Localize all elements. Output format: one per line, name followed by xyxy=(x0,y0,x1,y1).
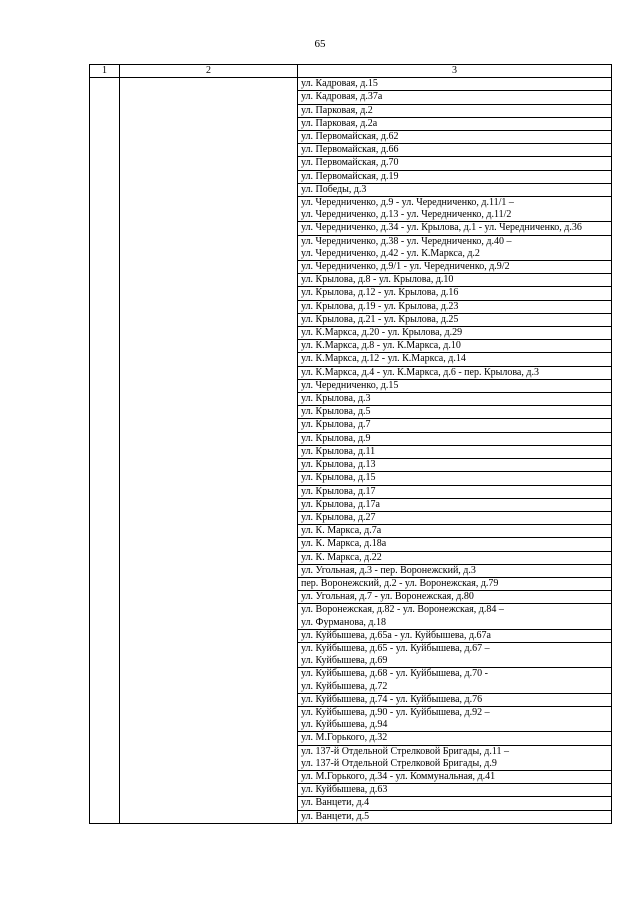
column-2-cell xyxy=(120,379,298,392)
address-cell: ул. Крылова, д.9 xyxy=(298,432,612,445)
column-1-cell xyxy=(90,706,120,731)
address-cell: ул. Кадровая, д.37а xyxy=(298,91,612,104)
address-cell: ул. Победы, д.3 xyxy=(298,183,612,196)
column-2-cell xyxy=(120,104,298,117)
column-2-cell xyxy=(120,770,298,783)
table-row xyxy=(90,538,612,551)
column-2-cell xyxy=(120,393,298,406)
column-2-cell xyxy=(120,419,298,432)
address-table xyxy=(89,64,612,824)
address-cell: ул. Крылова, д.19 - ул. Крылова, д.23 xyxy=(298,300,612,313)
address-cell: ул. Куйбышева, д.68 - ул. Куйбышева, д.70 - ул. Куйбышева, д.72 xyxy=(298,668,612,693)
address-cell: ул. Крылова, д.15 xyxy=(298,472,612,485)
table-row xyxy=(90,511,612,524)
column-1-cell xyxy=(90,131,120,144)
column-2-cell xyxy=(120,445,298,458)
table-row xyxy=(90,366,612,379)
column-2-cell xyxy=(120,300,298,313)
address-cell: ул. Первомайская, д.70 xyxy=(298,157,612,170)
column-2-cell xyxy=(120,353,298,366)
table-row xyxy=(90,472,612,485)
column-1-cell xyxy=(90,144,120,157)
table-row xyxy=(90,745,612,770)
column-1-cell xyxy=(90,393,120,406)
column-2-cell xyxy=(120,274,298,287)
address-cell: ул. Крылова, д.12 - ул. Крылова, д.16 xyxy=(298,287,612,300)
address-cell: ул. Крылова, д.13 xyxy=(298,459,612,472)
table-row xyxy=(90,406,612,419)
column-2-cell xyxy=(120,197,298,222)
address-cell: ул. Куйбышева, д.65 - ул. Куйбышева, д.67 – ул. Куйбышева, д.69 xyxy=(298,642,612,667)
column-1-cell xyxy=(90,261,120,274)
column-1-cell xyxy=(90,327,120,340)
table-row xyxy=(90,235,612,260)
column-2-cell xyxy=(120,629,298,642)
column-1-cell xyxy=(90,235,120,260)
table-row xyxy=(90,564,612,577)
column-1-cell xyxy=(90,564,120,577)
column-2-cell xyxy=(120,693,298,706)
table-row xyxy=(90,591,612,604)
table-row xyxy=(90,784,612,797)
address-cell: ул. М.Горького, д.34 - ул. Коммунальная, д.41 xyxy=(298,770,612,783)
table-row xyxy=(90,706,612,731)
table-header xyxy=(90,65,612,78)
table-row xyxy=(90,91,612,104)
table-row xyxy=(90,393,612,406)
column-2-cell xyxy=(120,745,298,770)
address-cell: ул. Парковая, д.2 xyxy=(298,104,612,117)
column-2-cell xyxy=(120,642,298,667)
column-2-cell xyxy=(120,459,298,472)
table-row xyxy=(90,183,612,196)
column-2-cell xyxy=(120,157,298,170)
table-row xyxy=(90,732,612,745)
column-1-cell xyxy=(90,797,120,810)
table-row xyxy=(90,810,612,823)
table-row xyxy=(90,274,612,287)
page-number: 65 xyxy=(314,38,326,50)
column-1-cell xyxy=(90,445,120,458)
column-2-cell xyxy=(120,511,298,524)
column-1-cell xyxy=(90,222,120,235)
column-2-cell xyxy=(120,668,298,693)
column-2-cell xyxy=(120,564,298,577)
column-2-cell xyxy=(120,551,298,564)
column-1-cell xyxy=(90,274,120,287)
table-row xyxy=(90,353,612,366)
column-2-cell xyxy=(120,144,298,157)
column-1-cell xyxy=(90,591,120,604)
column-1-cell xyxy=(90,784,120,797)
table-row xyxy=(90,445,612,458)
address-cell: ул. Кадровая, д.15 xyxy=(298,78,612,91)
column-1-cell xyxy=(90,104,120,117)
address-cell: ул. Чередниченко, д.34 - ул. Крылова, д.1 - ул. Чередниченко, д.36 xyxy=(298,222,612,235)
table-row xyxy=(90,327,612,340)
table-row xyxy=(90,379,612,392)
column-1-cell xyxy=(90,379,120,392)
address-cell: ул. Крылова, д.17 xyxy=(298,485,612,498)
column-1-cell xyxy=(90,485,120,498)
table-row xyxy=(90,668,612,693)
column-1-cell xyxy=(90,668,120,693)
address-cell: ул. Чередниченко, д.9/1 - ул. Чередниченко, д.9/2 xyxy=(298,261,612,274)
address-cell: ул. Угольная, д.7 - ул. Воронежская, д.80 xyxy=(298,591,612,604)
table-row xyxy=(90,131,612,144)
address-cell: ул. Куйбышева, д.90 - ул. Куйбышева, д.92 – ул. Куйбышева, д.94 xyxy=(298,706,612,731)
table-row xyxy=(90,432,612,445)
address-cell: ул. К.Маркса, д.20 - ул. Крылова, д.29 xyxy=(298,327,612,340)
column-2-cell xyxy=(120,604,298,629)
column-2-cell xyxy=(120,91,298,104)
table-row xyxy=(90,117,612,130)
table-row xyxy=(90,197,612,222)
address-cell: ул. Куйбышева, д.74 - ул. Куйбышева, д.76 xyxy=(298,693,612,706)
table-row xyxy=(90,300,612,313)
table-body xyxy=(90,78,612,824)
column-2-cell xyxy=(120,784,298,797)
column-2-cell xyxy=(120,591,298,604)
column-header-1: 1 xyxy=(90,65,120,78)
table-row xyxy=(90,313,612,326)
table-row xyxy=(90,525,612,538)
table-row xyxy=(90,693,612,706)
column-1-cell xyxy=(90,577,120,590)
column-1-cell xyxy=(90,366,120,379)
column-1-cell xyxy=(90,525,120,538)
column-2-cell xyxy=(120,538,298,551)
table-row xyxy=(90,170,612,183)
address-cell: ул. Парковая, д.2а xyxy=(298,117,612,130)
table-row xyxy=(90,577,612,590)
column-2-cell xyxy=(120,313,298,326)
table-row xyxy=(90,261,612,274)
column-1-cell xyxy=(90,406,120,419)
column-1-cell xyxy=(90,353,120,366)
address-cell: ул. Крылова, д.21 - ул. Крылова, д.25 xyxy=(298,313,612,326)
address-cell: ул. Крылова, д.7 xyxy=(298,419,612,432)
column-2-cell xyxy=(120,261,298,274)
header-row xyxy=(90,65,612,78)
column-2-cell xyxy=(120,485,298,498)
column-2-cell xyxy=(120,577,298,590)
column-1-cell xyxy=(90,419,120,432)
address-cell: ул. Ванцети, д.5 xyxy=(298,810,612,823)
table-row xyxy=(90,144,612,157)
column-1-cell xyxy=(90,472,120,485)
address-cell: ул. К. Маркса, д.18а xyxy=(298,538,612,551)
table-row xyxy=(90,157,612,170)
table-row xyxy=(90,287,612,300)
table-row xyxy=(90,770,612,783)
column-1-cell xyxy=(90,117,120,130)
address-cell: ул. Крылова, д.8 - ул. Крылова, д.10 xyxy=(298,274,612,287)
address-cell: ул. Крылова, д.17а xyxy=(298,498,612,511)
address-cell: ул. Куйбышева, д.63 xyxy=(298,784,612,797)
address-cell: ул. Крылова, д.27 xyxy=(298,511,612,524)
column-2-cell xyxy=(120,406,298,419)
address-cell: пер. Воронежский, д.2 - ул. Воронежская, д.79 xyxy=(298,577,612,590)
address-cell: ул. Первомайская, д.66 xyxy=(298,144,612,157)
column-1-cell xyxy=(90,459,120,472)
column-1-cell xyxy=(90,340,120,353)
column-1-cell xyxy=(90,287,120,300)
address-cell: ул. 137-й Отдельной Стрелковой Бригады, д.11 – ул. 137-й Отдельной Стрелковой Бригады, д.9 xyxy=(298,745,612,770)
address-cell: ул. Крылова, д.5 xyxy=(298,406,612,419)
address-cell: ул. Чередниченко, д.15 xyxy=(298,379,612,392)
column-2-cell xyxy=(120,287,298,300)
column-1-cell xyxy=(90,432,120,445)
column-1-cell xyxy=(90,604,120,629)
table-row xyxy=(90,498,612,511)
column-2-cell xyxy=(120,131,298,144)
column-1-cell xyxy=(90,197,120,222)
column-1-cell xyxy=(90,770,120,783)
table-row xyxy=(90,797,612,810)
column-1-cell xyxy=(90,157,120,170)
table-row xyxy=(90,604,612,629)
column-2-cell xyxy=(120,810,298,823)
table-row xyxy=(90,551,612,564)
column-1-cell xyxy=(90,538,120,551)
table-row xyxy=(90,340,612,353)
column-1-cell xyxy=(90,183,120,196)
column-2-cell xyxy=(120,222,298,235)
column-1-cell xyxy=(90,642,120,667)
column-2-cell xyxy=(120,366,298,379)
column-2-cell xyxy=(120,525,298,538)
column-2-cell xyxy=(120,117,298,130)
column-1-cell xyxy=(90,170,120,183)
table-row xyxy=(90,642,612,667)
column-2-cell xyxy=(120,340,298,353)
address-cell: ул. К.Маркса, д.4 - ул. К.Маркса, д.6 - пер. Крылова, д.3 xyxy=(298,366,612,379)
column-2-cell xyxy=(120,797,298,810)
column-1-cell xyxy=(90,78,120,91)
column-2-cell xyxy=(120,732,298,745)
address-cell: ул. Крылова, д.11 xyxy=(298,445,612,458)
column-1-cell xyxy=(90,745,120,770)
column-header-3: 3 xyxy=(298,65,612,78)
column-header-2: 2 xyxy=(120,65,298,78)
address-cell: ул. Первомайская, д.62 xyxy=(298,131,612,144)
column-1-cell xyxy=(90,300,120,313)
column-1-cell xyxy=(90,732,120,745)
address-cell: ул. К. Маркса, д.22 xyxy=(298,551,612,564)
table-row xyxy=(90,222,612,235)
column-1-cell xyxy=(90,498,120,511)
address-cell: ул. Чередниченко, д.9 - ул. Чередниченко, д.11/1 – ул. Чередниченко, д.13 - ул. Чередниченко, д.11/2 xyxy=(298,197,612,222)
column-1-cell xyxy=(90,313,120,326)
table-row xyxy=(90,459,612,472)
column-1-cell xyxy=(90,91,120,104)
table-row xyxy=(90,78,612,91)
column-2-cell xyxy=(120,327,298,340)
column-1-cell xyxy=(90,629,120,642)
address-cell: ул. Куйбышева, д.65а - ул. Куйбышева, д.67а xyxy=(298,629,612,642)
column-2-cell xyxy=(120,706,298,731)
column-1-cell xyxy=(90,810,120,823)
address-cell: ул. Первомайская, д.19 xyxy=(298,170,612,183)
table-row xyxy=(90,485,612,498)
column-2-cell xyxy=(120,235,298,260)
column-2-cell xyxy=(120,472,298,485)
column-1-cell xyxy=(90,551,120,564)
table-row xyxy=(90,104,612,117)
address-cell: ул. Воронежская, д.82 - ул. Воронежская, д.84 – ул. Фурманова, д.18 xyxy=(298,604,612,629)
table-row xyxy=(90,419,612,432)
address-cell: ул. М.Горького, д.32 xyxy=(298,732,612,745)
address-cell: ул. Ванцети, д.4 xyxy=(298,797,612,810)
address-cell: ул. Чередниченко, д.38 - ул. Чередниченко, д.40 – ул. Чередниченко, д.42 - ул. К.Маркса, д.2 xyxy=(298,235,612,260)
column-2-cell xyxy=(120,170,298,183)
column-1-cell xyxy=(90,693,120,706)
column-2-cell xyxy=(120,498,298,511)
column-2-cell xyxy=(120,78,298,91)
address-cell: ул. К.Маркса, д.8 - ул. К.Маркса, д.10 xyxy=(298,340,612,353)
column-1-cell xyxy=(90,511,120,524)
address-cell: ул. К. Маркса, д.7а xyxy=(298,525,612,538)
table-row xyxy=(90,629,612,642)
column-2-cell xyxy=(120,183,298,196)
address-cell: ул. Угольная, д.3 - пер. Воронежский, д.3 xyxy=(298,564,612,577)
address-cell: ул. К.Маркса, д.12 - ул. К.Маркса, д.14 xyxy=(298,353,612,366)
address-cell: ул. Крылова, д.3 xyxy=(298,393,612,406)
column-2-cell xyxy=(120,432,298,445)
